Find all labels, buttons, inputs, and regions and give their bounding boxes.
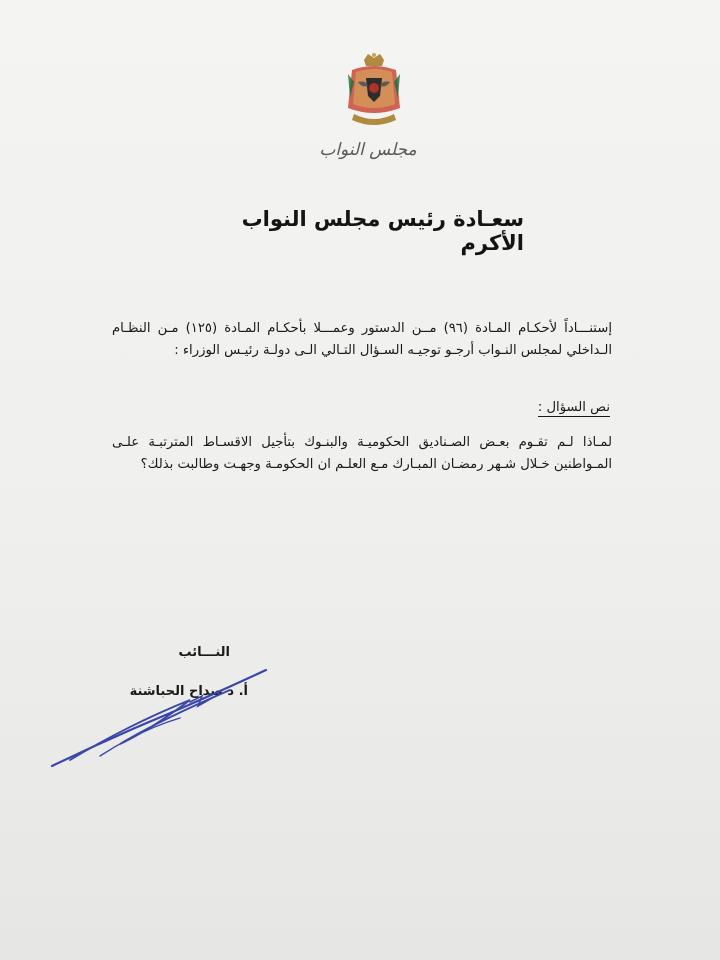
mp-name: أ. د صداح الحباشنة xyxy=(129,684,248,699)
assembly-name: مجلس النواب xyxy=(319,140,417,160)
question-text: لمـاذا لـم تقـوم بعـض الصـناديق الحكوميـة والبنـوك بتأجيل الاقسـاط المترتبـة علـى المـواطنين خـلال شـهر رمضـان المبـارك مـع العلـم ان الحكومـة وجهـت وطالبت بذلك؟ xyxy=(112,435,612,472)
mp-title: النـــائب xyxy=(178,645,230,660)
handwritten-signature-icon xyxy=(40,660,280,780)
royal-coat-of-arms-icon xyxy=(340,52,408,132)
question-label: نص السؤال : xyxy=(537,400,610,415)
addressee-heading: سعـادة رئيس مجلس النواب الأكرم xyxy=(241,207,524,255)
request-paragraph: إستنـــاداً لأحكـام المـادة (٩٦) مــن الدستور وعمـــلا بأحكـام المـادة (١٢٥) مـن النظـام الـداخلي لمجلس النـواب أرجـو توجيـه السـؤال التـالي الـى دولـة رئيـس الوزراء : xyxy=(112,321,612,358)
